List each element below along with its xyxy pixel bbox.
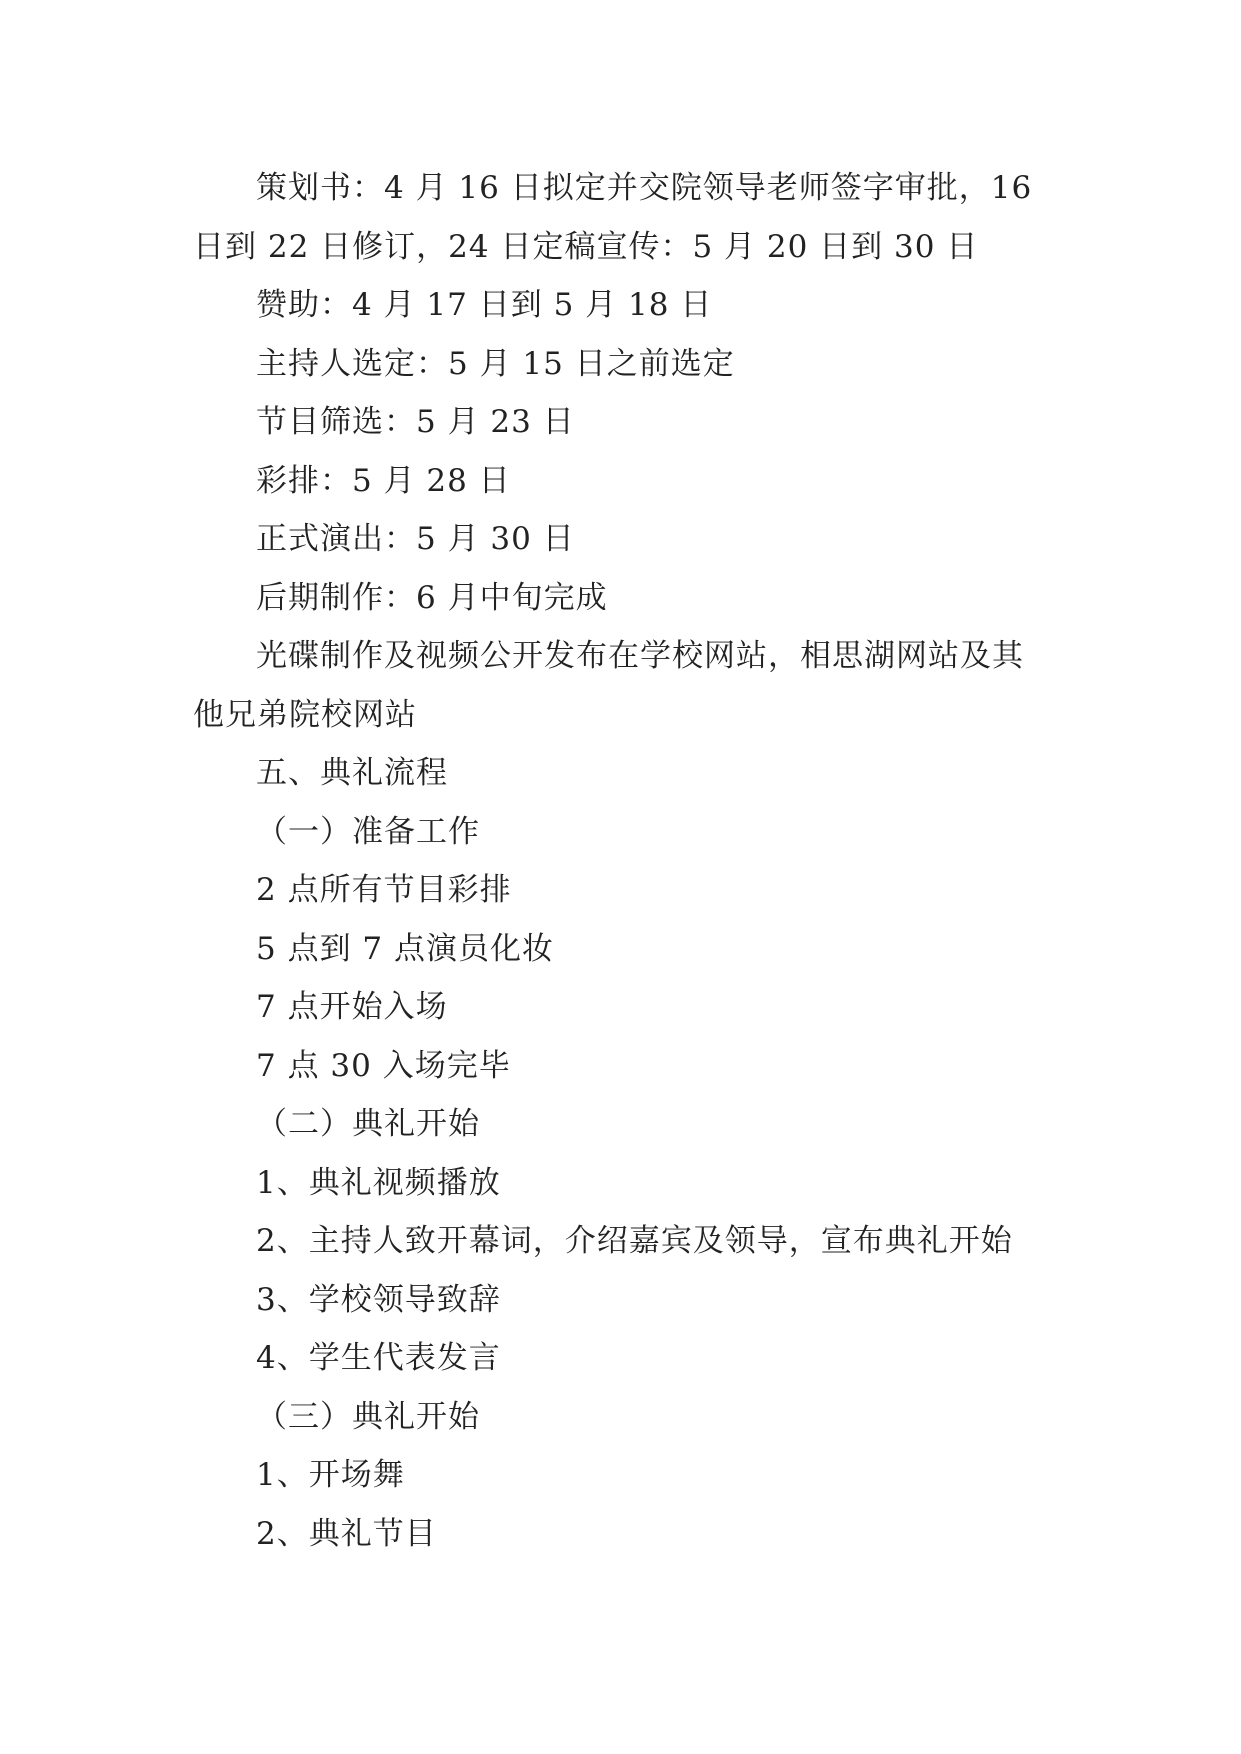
paragraph-disc-publishing: 光碟制作及视频公开发布在学校网站，相思湖网站及其他兄弟院校网站 [193, 638, 1024, 733]
paragraph-schedule-plan: 策划书：4 月 16 日拟定并交院领导老师签字审批，16 日到 22 日修订，24 日定稿宣传：5 月 20 日到 30 日 [193, 170, 1033, 265]
list-item: 2、主持人致开幕词，介绍嘉宾及领导，宣布典礼开始 [256, 1223, 1013, 1259]
subheading-ceremony-start-2: （三）典礼开始 [256, 1398, 480, 1435]
list-item: 7 点 30 入场完毕 [256, 1047, 511, 1084]
paragraph-host-selection: 主持人选定：5 月 15 日之前选定 [256, 345, 735, 382]
paragraph-program-screening: 节目筛选：5 月 23 日 [256, 404, 575, 440]
list-item: 3、学校领导致辞 [256, 1281, 501, 1318]
subheading-preparation: （一）准备工作 [256, 813, 480, 850]
paragraph-rehearsal: 彩排：5 月 28 日 [256, 462, 511, 499]
list-item: 2 点所有节目彩排 [256, 872, 512, 908]
list-item: 2、典礼节目 [256, 1515, 437, 1552]
paragraph-performance: 正式演出：5 月 30 日 [256, 521, 575, 557]
list-item: 4、学生代表发言 [256, 1340, 501, 1376]
section-heading-ceremony-flow: 五、典礼流程 [256, 755, 448, 791]
subheading-ceremony-start: （二）典礼开始 [256, 1106, 480, 1142]
list-item: 1、典礼视频播放 [256, 1164, 501, 1201]
paragraph-sponsorship: 赞助：4 月 17 日到 5 月 18 日 [256, 287, 713, 323]
list-item: 5 点到 7 点演员化妆 [256, 930, 555, 967]
document-body [193, 159, 1053, 1563]
list-item: 1、开场舞 [256, 1457, 405, 1493]
paragraph-post-production: 后期制作：6 月中旬完成 [256, 579, 608, 616]
list-item: 7 点开始入场 [256, 989, 448, 1025]
